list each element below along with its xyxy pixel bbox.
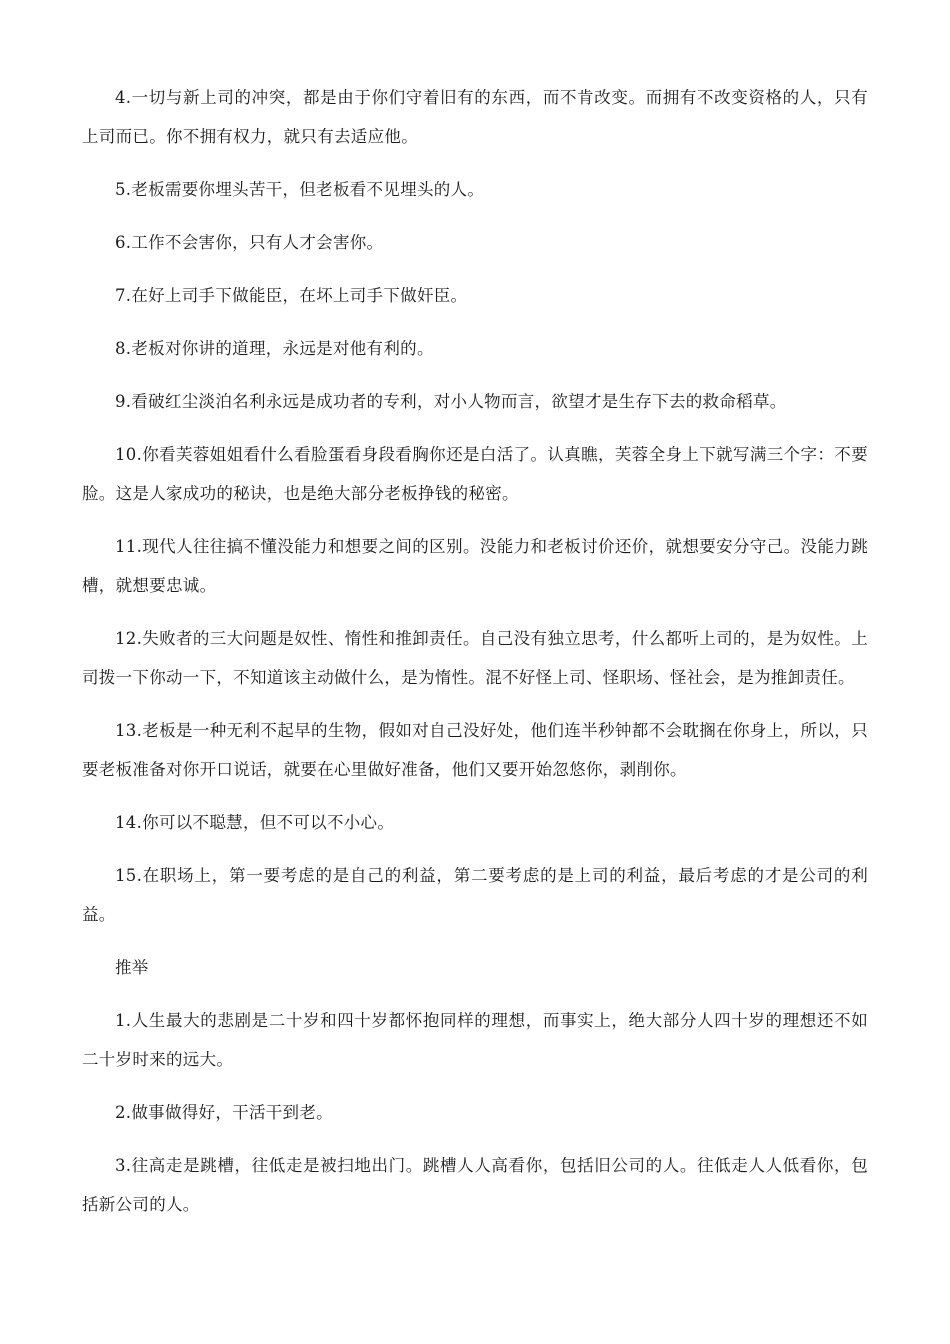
paragraph-item-2: 2.做事做得好，干活干到老。 — [115, 1103, 333, 1122]
paragraph-item-9: 9.看破红尘淡泊名利永远是成功者的专利，对小人物而言，欲望才是生存下去的救命稻草。 — [115, 392, 787, 411]
paragraph-item-12: 12.失败者的三大问题是奴性、惰性和推卸责任。自己没有独立思考，什么都听上司的，是为奴性。上司拨一下你动一下，不知道该主动做什么，是为惰性。混不好怪上司、怪职场、怪社会，是为推卸责任。 — [82, 629, 868, 687]
paragraph-item-4: 4.一切与新上司的冲突，都是由于你们守着旧有的东西，而不肯改变。而拥有不改变资格的人，只有上司而已。你不拥有权力，就只有去适应他。 — [82, 88, 868, 146]
paragraph-item-11: 11.现代人往往搞不懂没能力和想要之间的区别。没能力和老板讨价还价，就想要安分守己。没能力跳槽，就想要忠诚。 — [82, 537, 868, 595]
paragraph-item-5: 5.老板需要你埋头苦干，但老板看不见埋头的人。 — [115, 180, 485, 199]
paragraph-item-8: 8.老板对你讲的道理，永远是对他有利的。 — [115, 339, 434, 358]
paragraph-item-10: 10.你看芙蓉姐姐看什么看脸蛋看身段看胸你还是白活了。认真瞧，芙蓉全身上下就写满三个字：不要脸。这是人家成功的秘诀，也是绝大部分老板挣钱的秘密。 — [82, 445, 868, 503]
section-heading: 推举 — [115, 958, 149, 977]
paragraph-item-15: 15.在职场上，第一要考虑的是自己的利益，第二要考虑的是上司的利益，最后考虑的才是公司的利益。 — [82, 866, 868, 924]
paragraph-item-13: 13.老板是一种无利不起早的生物，假如对自己没好处，他们连半秒钟都不会耽搁在你身上，所以，只要老板准备对你开口说话，就要在心里做好准备，他们又要开始忽悠你，剥削你。 — [82, 721, 868, 779]
paragraph-item-3: 3.往高走是跳槽，往低走是被扫地出门。跳槽人人高看你，包括旧公司的人。往低走人人低看你，包括新公司的人。 — [82, 1156, 868, 1214]
paragraph-item-7: 7.在好上司手下做能臣，在坏上司手下做奸臣。 — [115, 286, 468, 305]
paragraph-item-14: 14.你可以不聪慧，但不可以不小心。 — [115, 813, 395, 832]
paragraph-item-6: 6.工作不会害你，只有人才会害你。 — [115, 233, 384, 252]
document-body — [82, 78, 868, 1238]
paragraph-item-1: 1.人生最大的悲剧是二十岁和四十岁都怀抱同样的理想，而事实上，绝大部分人四十岁的理想还不如二十岁时来的远大。 — [82, 1011, 868, 1069]
